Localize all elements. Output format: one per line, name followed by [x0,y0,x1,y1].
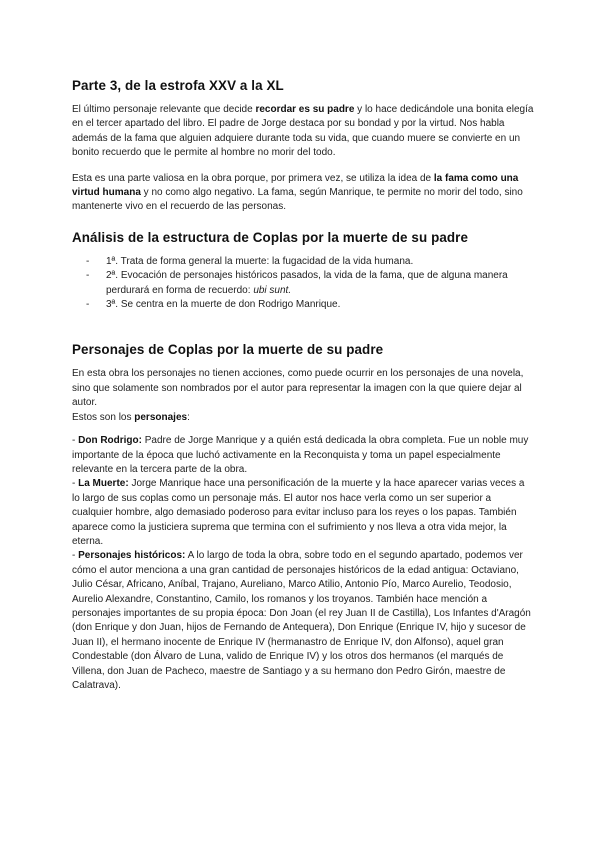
list-item [72,298,534,312]
list-item [72,269,534,298]
paragraph-padre [72,103,534,161]
section-title-personajes: Personajes de Coplas por la muerte de su padre [72,342,384,358]
dash-bullet: - [72,435,79,447]
bold-run: personajes [134,411,188,423]
character-name: Personajes históricos: [78,550,186,562]
character-la-muerte [72,477,534,549]
character-don-rodrigo [72,434,534,477]
section-title-analisis: Análisis de la estructura de Coplas por la muerte de su padre [72,229,469,245]
text-run: : [187,411,190,423]
dash-bullet: - [86,270,90,282]
list-item-text: 2ª. Evocación de personajes históricos pasados, la vida de la fama, que de alguna manera perdurará en forma de recuerdo: [106,270,508,296]
paragraph-estos-son [72,411,534,425]
document-page [72,70,534,693]
section-title-parte-3: Parte 3, de la estrofa XXV a la XL [72,78,284,93]
text-run: Estos son los [72,411,135,423]
list-item-text: 3ª. Se centra en la muerte de don Rodrigo Manrique. [106,299,341,311]
text-run: y no como algo negativo. La fama, según Manrique, te permite no morir del todo, sino mantenerte vivo en el recuerdo de las personas. [72,187,523,213]
text-run: En esta obra los personajes no tienen acciones, como puede ocurrir en los personajes de una novela, sino que solamente son nombrados por el autor para representar la imagen con la que quiere dejar al autor. [72,368,524,409]
dash-bullet: - [72,550,79,562]
bold-run: recordar es su padre [255,104,355,115]
character-name: Don Rodrigo: [78,435,142,447]
character-name: La Muerte: [78,478,129,490]
italic-run: ubi sunt. [253,284,292,296]
character-description: Jorge Manrique hace una personificación de la muerte y la hace aparecer varias veces a lo largo de sus coplas como un personaje más. El autor nos hace verla como un ser superior a cualquier hombre, algo demasiado poderoso para evitar incluso para los reyes o los papas. También aparece como la justiciera suprema que termina con el sufrimiento y nos lleva a otra vida mejor, la eterna. [72,478,525,547]
dash-bullet: - [86,299,90,311]
character-description: Padre de Jorge Manrique y a quién está dedicada la obra completa. Fue un noble muy importante de la época que luchó activamente en la Reconquista y toma un papel especialmente relevante en la tercera parte de la obra. [72,435,529,475]
paragraph-intro-personajes [72,367,534,410]
character-description: A lo largo de toda la obra, sobre todo en el segundo apartado, podemos ver cómo el autor menciona a una gran cantidad de personajes históricos de la edad antigua: Octaviano, Julio César, Africano, Aníbal, Trajano, Aureliano, Marco Atilio, Antonio Pío, Marco Aurelio, Teodosio, Aurelio Alexandre, Constantino, Camilo, los romanos y los troyanos. También hace mención a personajes importantes de su propia época: Don Joan (el rey Juan II de Castilla), Los Infantes d'Aragón (don Enrique y don Juan, hijos de Fernando de Antequera), Don Enrique (Enrique IV, hijo y sucesor de Juan II), el hermano inocente de Enrique IV (hermanastro de Enrique IV, don Alfonso), aquel gran Condestable (don Álvaro de Luna, valido de Enrique IV) y los otros dos hermanos (el marqués de Villena, don Juan de Pacheco, maestre de Santiago y a su hermano don Pedro Girón, maestre de Calatrava). [72,550,531,691]
dash-bullet: - [72,478,79,490]
bold-run: la fama como una virtud humana [72,172,519,199]
text-run: El último personaje relevante que decide [72,104,256,115]
list-item-text: 1ª. Trata de forma general la muerte: la fugacidad de la vida humana. [106,255,414,267]
text-run: Esta es una parte valiosa en la obra porque, por primera vez, se utiliza la idea de [72,172,434,184]
text-run: y lo hace dedicándole una bonita elegía en el tercer apartado del libro. El padre de Jorge destaca por su bondad y por la virtud. Nos habla además de la fama que alguien adquiere durante toda su vida, que cuando muere se convierte en un bonito recuerdo que le permite al hombre no morir del todo. [72,104,534,159]
list-item [72,255,534,269]
dash-bullet: - [86,255,90,267]
character-personajes-historicos [72,549,534,693]
structure-list [72,255,534,313]
paragraph-fama [72,172,534,215]
